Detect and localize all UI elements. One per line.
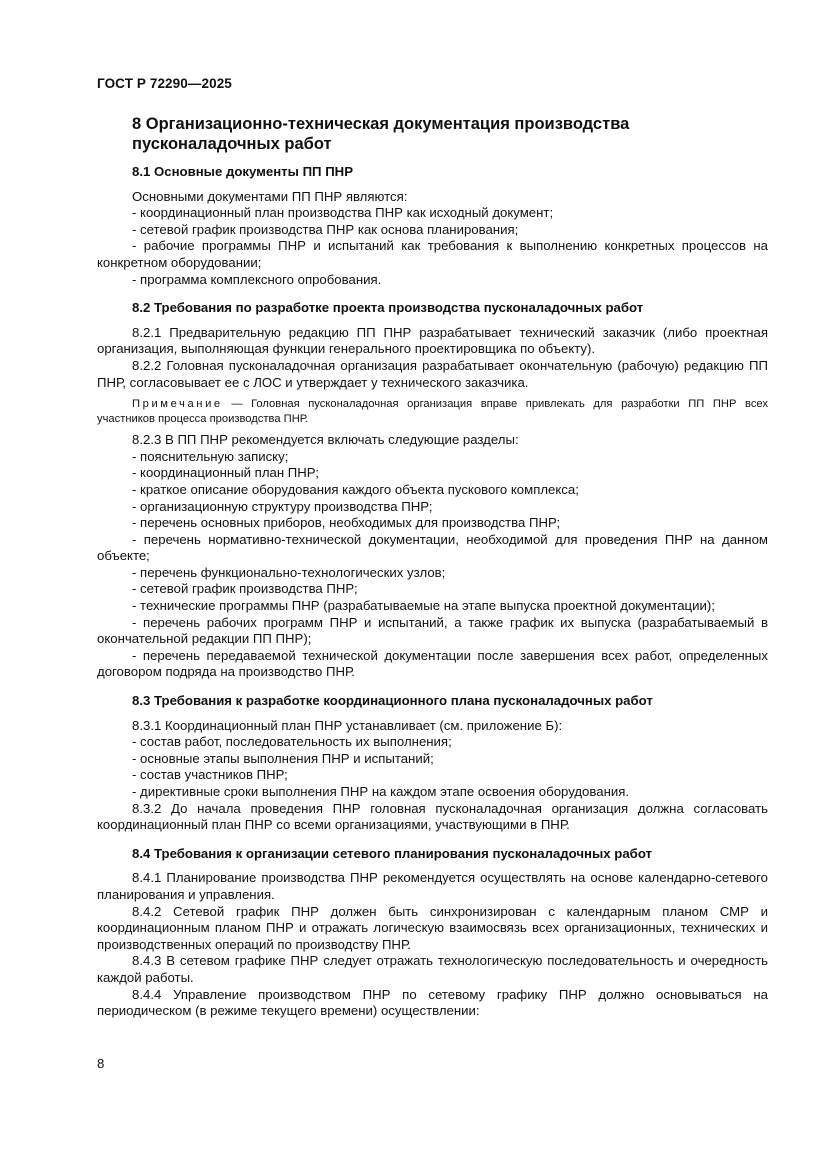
paragraph-8-4-3: 8.4.3 В сетевом графике ПНР следует отражать технологическую последовательность и очередность каждой работы. — [97, 953, 768, 985]
list-item: - сетевой график производства ПНР как основа планирования; — [132, 221, 519, 237]
list-item: - координационный план производства ПНР как исходный документ; — [132, 205, 554, 221]
document-body — [97, 114, 768, 1020]
subsection-title-8-1: 8.1 Основные документы ПП ПНР — [132, 164, 353, 179]
list-item: - координационный план ПНР; — [132, 465, 319, 481]
paragraph-8-2-1: 8.2.1 Предварительную редакцию ПП ПНР разрабатывает технический заказчик (либо проектная организация, выполняющая функции генерального проектировщика по объекту). — [97, 324, 768, 357]
list-item: - состав работ, последовательность их выполнения; — [132, 734, 452, 750]
paragraph-8-3-2: 8.3.2 До начала проведения ПНР головная пусконаладочная организация должна согласовать координационный план ПНР со всеми организациями, участвующими в ПНР. — [97, 800, 768, 833]
list-item: - рабочие программы ПНР и испытаний как требования к выполнению конкретных процессов на конкретном оборудовании; — [97, 238, 768, 270]
list-item: - перечень передаваемой технической документации после завершения всех работ, определенных договором подряда на производство ПНР. — [97, 647, 768, 680]
list-item: - основные этапы выполнения ПНР и испытаний; — [132, 750, 434, 766]
list-item: - программа комплексного опробования. — [132, 271, 382, 287]
subsection-title-8-3: 8.3 Требования к разработке координационного плана пусконаладочных работ — [132, 693, 653, 709]
list-item: - технические программы ПНР (разрабатываемые на этапе выпуска проектной документации); — [132, 598, 715, 614]
paragraph-8-2-2: 8.2.2 Головная пусконаладочная организация разрабатывает окончательную (рабочую) редакцию ПП ПНР, согласовывает ее с ЛОС и утверждает у технического заказчика. — [97, 357, 768, 390]
list-item: - перечень рабочих программ ПНР и испытаний, а также график их выпуска (разрабатываемый в окончательной редакции ПП ПНР); — [97, 614, 768, 647]
list-item: - перечень основных приборов, необходимых для производства ПНР; — [132, 515, 561, 531]
list-item: - директивные сроки выполнения ПНР на каждом этапе освоения оборудования. — [132, 784, 630, 799]
subsection-title-8-4: 8.4 Требования к организации сетевого планирования пусконаладочных работ — [132, 845, 653, 861]
list-item: - пояснительную записку; — [132, 448, 289, 464]
paragraph-8-2-3: 8.2.3 В ПП ПНР рекомендуется включать следующие разделы: — [132, 432, 519, 448]
list-item: - сетевой график производства ПНР; — [132, 581, 358, 597]
note-text: — Головная пусконаладочная организация вправе привлекать для разработки ПП ПНР всех участников процесса производства ПНР. — [97, 398, 768, 425]
section-title-line1: 8 Организационно-техническая документация производства — [132, 115, 630, 133]
paragraph-8-1-intro: Основными документами ПП ПНР являются: — [132, 188, 408, 204]
page-number: 8 — [97, 1056, 105, 1071]
section-title — [132, 114, 768, 154]
note-label: Примечание — [132, 398, 223, 411]
note — [97, 397, 768, 426]
list-item: - краткое описание оборудования каждого объекта пускового комплекса; — [132, 481, 579, 497]
list-item: - состав участников ПНР; — [132, 767, 288, 783]
paragraph-8-3-1: 8.3.1 Координационный план ПНР устанавливает (см. приложение Б): — [132, 717, 563, 733]
section-title-line2: пусконаладочных работ — [132, 135, 332, 153]
subsection-title-8-2: 8.2 Требования по разработке проекта производства пусконаладочных работ — [132, 300, 644, 316]
paragraph-8-4-1: 8.4.1 Планирование производства ПНР рекомендуется осуществлять на основе календарно-сетевого планирования и управления. — [97, 870, 768, 902]
standard-header: ГОСТ Р 72290—2025 — [97, 76, 232, 91]
paragraph-8-4-2: 8.4.2 Сетевой график ПНР должен быть синхронизирован с календарным планом СМР и координационным планом ПНР и отражать логическую взаимосвязь всех организационных, технических и производственных операций по производству ПНР. — [97, 903, 768, 952]
list-item: - перечень функционально-технологических узлов; — [132, 564, 446, 580]
list-item: - организационную структуру производства ПНР; — [132, 498, 433, 514]
list-item: - перечень нормативно-технической документации, необходимой для проведения ПНР на данном объекте; — [97, 531, 768, 564]
paragraph-8-4-4: 8.4.4 Управление производством ПНР по сетевому графику ПНР должно основываться на периодическом (в режиме текущего времени) осуществлении: — [97, 986, 768, 1019]
